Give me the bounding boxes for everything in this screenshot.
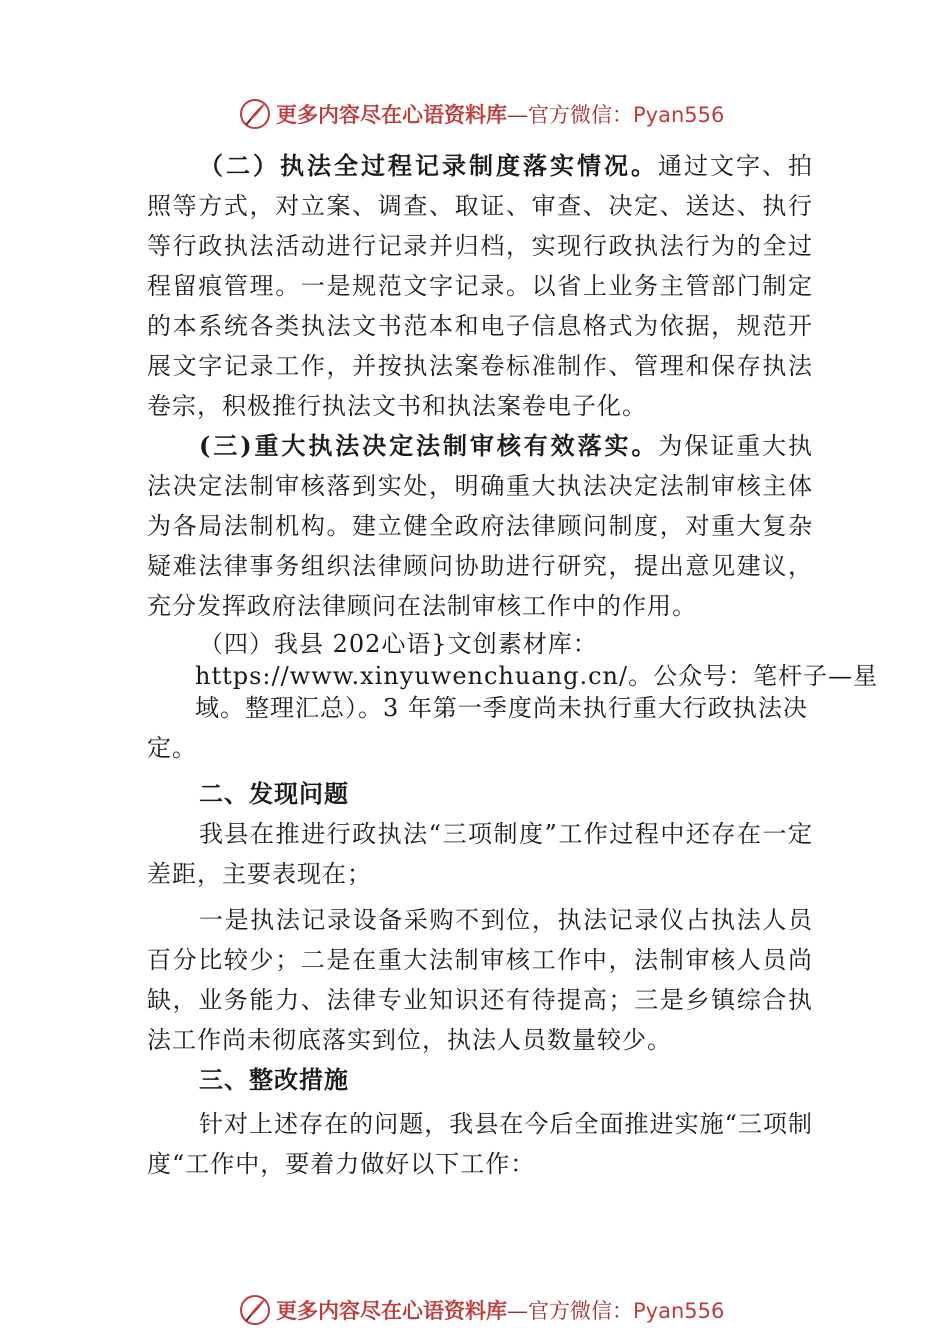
banner-text <box>276 1295 724 1325</box>
section-heading-problems: 二、发现问题 <box>199 780 349 808</box>
section-heading-measures: 三、整改措施 <box>199 1066 349 1094</box>
banner-wechat-id: Pyan556 <box>633 1299 725 1323</box>
banner-text <box>276 99 724 129</box>
banner-dash: — <box>507 103 528 127</box>
paragraph-four-line-2: https://www.xinyuwenchuang.cn/。公众号：笔杆子—星 <box>195 662 879 690</box>
banner-main-text: 更多内容尽在心语资料库 <box>276 1298 507 1323</box>
paragraph-records-lead: （二）执法全过程记录制度落实情况。 <box>199 151 658 180</box>
paragraph-problems-list: 一是执法记录设备采购不到位，执法记录仪占执法人员百分比较少；二是在重大法制审核工作中，法制审核人员尚缺，业务能力、法律专业知识还有待提高；三是乡镇综合执法工作尚未彻底落实到位，执法人员数量较少。 <box>147 906 813 1054</box>
paragraph-four-block <box>147 628 879 724</box>
banner-wechat-id: Pyan556 <box>633 103 725 127</box>
paragraph-legal-review-body: 为保证重大执法决定法制审核落到实处，明确重大执法决定法制审核主体为各局法制机构。建立健全政府法律顾问制度，对重大复杂疑难法律事务组织法律顾问协助进行研究，提出意见建议，充分发挥政府法律顾问在法制审核工作中的作用。 <box>147 432 814 620</box>
quill-pen-logo-icon <box>238 1293 272 1327</box>
paragraph-records-body: 通过文字、拍照等方式，对立案、调查、取证、审查、决定、送达、执行等行政执法活动进行记录并归档，实现行政执法行为的全过程留痕管理。一是规范文字记录。以省上业务主管部门制定的本系统各类执法文书范本和电子信息格式为依据，规范开展文字记录工作，并按执法案卷标准制作、管理和保存执法卷宗，积极推行执法文书和执法案卷电子化。 <box>147 152 813 420</box>
quill-pen-logo-icon <box>238 97 272 131</box>
banner-official-label: 官方微信： <box>528 1299 633 1323</box>
paragraph-measures-intro: 针对上述存在的问题，我县在今后全面推进实施“三项制度“工作中，要着力做好以下工作： <box>147 1110 813 1178</box>
footer-banner <box>238 1292 738 1328</box>
paragraph-four-line-1: （四）我县 202心语}文创素材库： <box>199 630 598 658</box>
header-banner <box>238 96 738 132</box>
banner-dash: — <box>507 1299 528 1323</box>
banner-main-text: 更多内容尽在心语资料库 <box>276 102 507 127</box>
paragraph-records <box>147 146 813 426</box>
paragraph-four-tail: 定。 <box>147 734 197 762</box>
banner-official-label: 官方微信： <box>528 103 633 127</box>
paragraph-legal-review-lead: (三)重大执法决定法制审核有效落实。 <box>199 431 659 460</box>
document-body <box>147 146 879 1184</box>
paragraph-problems-intro: 我县在推进行政执法“三项制度”工作过程中还存在一定差距，主要表现在； <box>147 820 813 888</box>
paragraph-legal-review <box>147 426 813 626</box>
paragraph-four-line-3: 域。整理汇总）。3 年第一季度尚未执行重大行政执法决 <box>195 694 808 722</box>
